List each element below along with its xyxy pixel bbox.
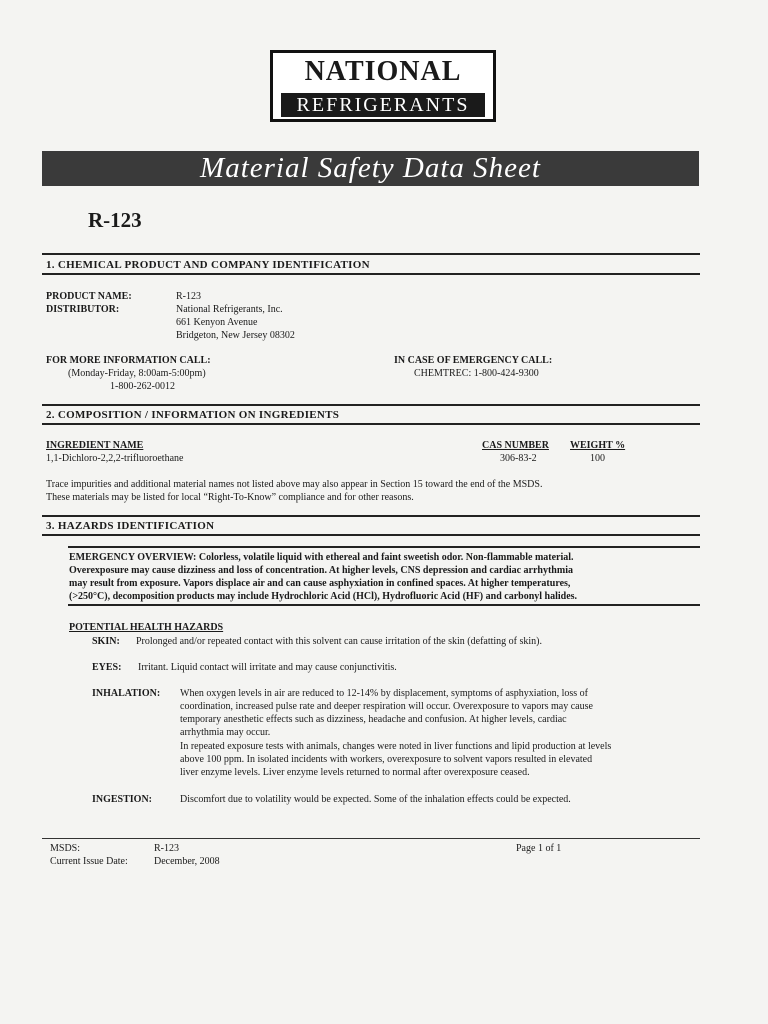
logo-bottom-text: REFRIGERANTS <box>281 93 485 117</box>
section2-rule-bottom <box>42 423 700 425</box>
inhalation-line-2: coordination, increased pulse rate and deeper respiration will occur. Overexposure to vapors may cause <box>180 701 593 712</box>
distributor-line-1: National Refrigerants, Inc. <box>176 304 283 315</box>
potential-health-hazards-heading: POTENTIAL HEALTH HAZARDS <box>69 622 224 633</box>
section1-heading: 1. CHEMICAL PRODUCT AND COMPANY IDENTIFICATION <box>46 259 370 271</box>
overview-rule-top <box>68 546 700 548</box>
ingredient-weight: 100 <box>590 453 605 464</box>
footer-issue-label: Current Issue Date: <box>50 856 128 867</box>
distributor-line-3: Bridgeton, New Jersey 08302 <box>176 330 295 341</box>
product-name-label: PRODUCT NAME: <box>46 291 132 302</box>
overview-line-1: EMERGENCY OVERVIEW: Colorless, volatile liquid with ethereal and faint sweetish odor. Non-flammable material. <box>69 552 574 563</box>
inhalation-line-7: liver enzyme levels. Liver enzyme levels returned to normal after overexposure ceased. <box>180 767 530 778</box>
info-phone: 1-800-262-0012 <box>110 381 175 392</box>
col-cas-number: CAS NUMBER <box>482 440 549 451</box>
section3-rule-bottom <box>42 534 700 536</box>
inhalation-line-3: temporary anesthetic effects such as dizziness, headache and confusion. At higher levels, cardiac <box>180 714 567 725</box>
section3-heading: 3. HAZARDS IDENTIFICATION <box>46 520 215 532</box>
distributor-label: DISTRIBUTOR: <box>46 304 120 315</box>
overview-line-3: may result from exposure. Vapors displace air and can cause asphyxiation in confined spaces. At higher temperatures, <box>69 578 571 589</box>
footer-page-number: Page 1 of 1 <box>516 843 562 854</box>
emergency-label: IN CASE OF EMERGENCY CALL: <box>394 355 553 366</box>
inhalation-label: INHALATION: <box>92 688 161 699</box>
section2-rule-top <box>42 404 700 406</box>
footer-msds-value: R-123 <box>154 843 179 854</box>
overview-line-2: Overexposure may cause dizziness and loss of concentration. At higher levels, CNS depression and cardiac arrhythmia <box>69 565 573 576</box>
inhalation-line-5: In repeated exposure tests with animals, changes were noted in liver functions and lipid production at levels <box>180 741 612 752</box>
emergency-value: CHEMTREC: 1-800-424-9300 <box>414 368 539 379</box>
footer-msds-label: MSDS: <box>50 843 81 854</box>
info-hours: (Monday-Friday, 8:00am-5:00pm) <box>68 368 206 379</box>
col-weight: WEIGHT % <box>570 440 626 451</box>
msds-banner: Material Safety Data Sheet <box>42 151 699 186</box>
footer-issue-value: December, 2008 <box>154 856 220 867</box>
product-name-value: R-123 <box>176 291 201 302</box>
overview-rule-bottom <box>68 604 700 606</box>
inhalation-line-1: When oxygen levels in air are reduced to 12-14% by displacement, symptoms of asphyxiation, loss of <box>180 688 588 699</box>
ingredient-cas: 306-83-2 <box>500 453 537 464</box>
col-ingredient-name: INGREDIENT NAME <box>46 440 144 451</box>
product-title: R-123 <box>88 208 142 232</box>
eyes-text: Irritant. Liquid contact will irritate and may cause conjunctivitis. <box>138 662 397 673</box>
section3-rule-top <box>42 515 700 517</box>
trace-note-line-2: These materials may be listed for local “Right-To-Know” compliance and for other reasons. <box>46 492 414 503</box>
ingestion-label: INGESTION: <box>92 794 153 805</box>
section2-heading: 2. COMPOSITION / INFORMATION ON INGREDIENTS <box>46 409 340 421</box>
logo-top-text: NATIONAL <box>304 56 462 87</box>
national-refrigerants-logo <box>270 50 496 122</box>
skin-text: Prolonged and/or repeated contact with this solvent can cause irritation of the skin (defatting of skin). <box>136 636 542 647</box>
ingredient-name: 1,1-Dichloro-2,2,2-trifluoroethane <box>46 453 184 464</box>
inhalation-line-4: arrhythmia may occur. <box>180 727 271 738</box>
inhalation-line-6: above 100 ppm. In isolated incidents with workers, overexposure to solvent vapors resulted in elevated <box>180 754 593 765</box>
section1-rule-top <box>42 253 700 255</box>
footer-rule <box>42 838 700 839</box>
eyes-label: EYES: <box>92 662 122 673</box>
ingestion-text: Discomfort due to volatility would be expected. Some of the inhalation effects could be expected. <box>180 794 571 805</box>
skin-label: SKIN: <box>92 636 120 647</box>
section1-rule-bottom <box>42 273 700 275</box>
info-call-label: FOR MORE INFORMATION CALL: <box>46 355 211 366</box>
trace-note-line-1: Trace impurities and additional material names not listed above may also appear in Section 15 toward the end of the MSDS. <box>46 479 543 490</box>
distributor-line-2: 661 Kenyon Avenue <box>176 317 258 328</box>
overview-line-4: (>250°C), decomposition products may include Hydrochloric Acid (HCl), Hydrofluoric Acid (HF) and carbonyl halides. <box>69 591 578 602</box>
